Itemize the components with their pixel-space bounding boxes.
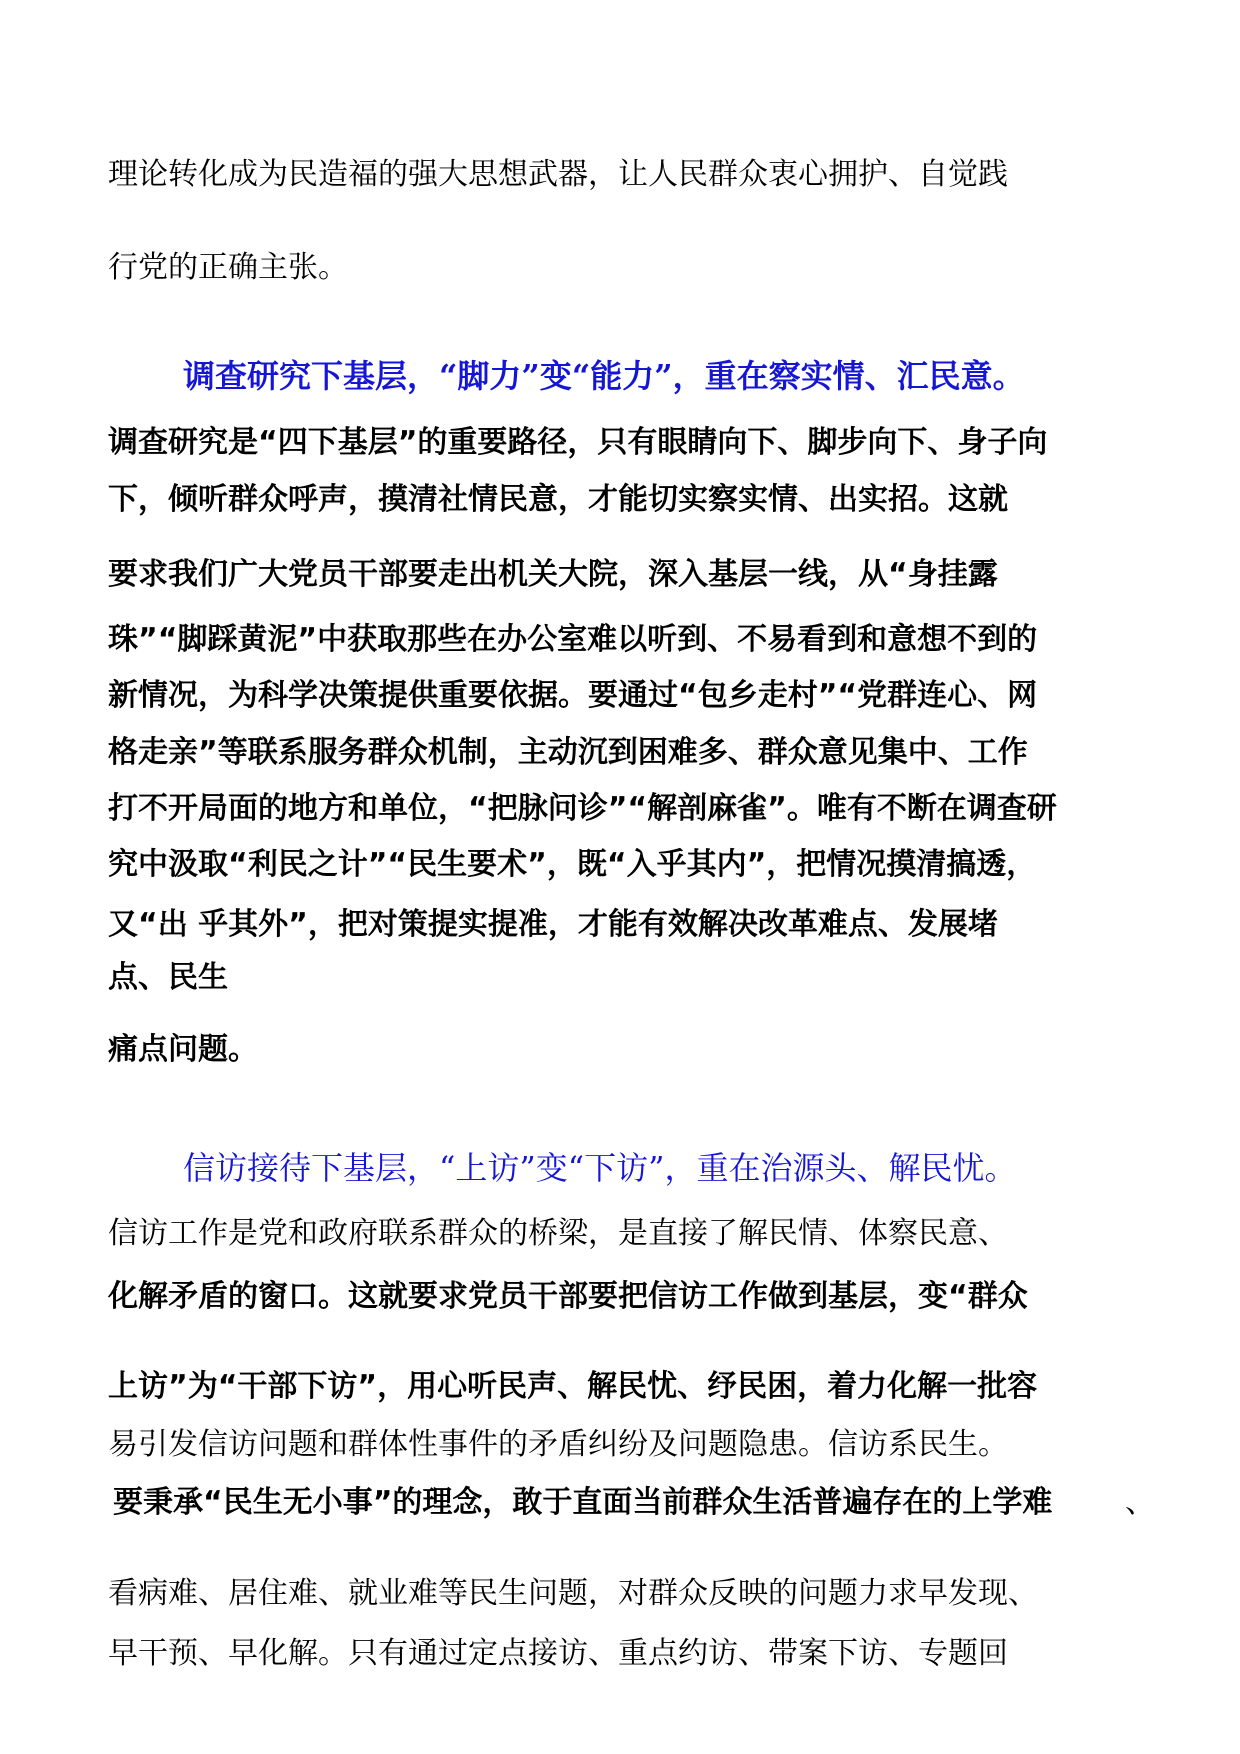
section-heading-1: 调查研究下基层，“脚力”变“能力”，重在察实情、汇民意。 <box>183 357 1025 395</box>
paragraph-line: 要秉承“民生无小事”的理念，敢于直面当前群众生活普遍存在的上学难 <box>113 1485 1053 1520</box>
paragraph-line: 上访”为“干部下访”，用心听民声、解民忧、纾民困，着力化解一批容 <box>108 1369 1038 1404</box>
paragraph-line: 行党的正确主张。 <box>108 250 348 285</box>
paragraph-line: 又“出 乎其外”，把对策提实提准，才能有效解决改革难点、发展堵 <box>108 907 998 942</box>
paragraph-line: 信访工作是党和政府联系群众的桥梁，是直接了解民情、体察民意、 <box>108 1216 1008 1251</box>
paragraph-line: 看病难、居住难、就业难等民生问题，对群众反映的问题力求早发现、 <box>108 1576 1038 1611</box>
paragraph-line: 化解矛盾的窗口。这就要求党员干部要把信访工作做到基层，变“群众 <box>108 1279 1028 1314</box>
paragraph-line: 究中汲取“利民之计”“民生要术”，既“入乎其内”，把情况摸清搞透， <box>108 847 1037 882</box>
paragraph-line: 新情况，为科学决策提供重要依据。要通过“包乡走村”“党群连心、网 <box>108 678 1038 713</box>
paragraph-line: 下，倾听群众呼声，摸清社情民意，才能切实察实情、出实招。这就 <box>108 482 1008 517</box>
paragraph-line: 打不开局面的地方和单位，“把脉问诊”“解剖麻雀”。唯有不断在调查研 <box>108 791 1057 826</box>
paragraph-line: 珠”“脚踩黄泥”中获取那些在办公室难以听到、不易看到和意想不到的 <box>108 622 1038 657</box>
paragraph-line-tail: 、 <box>1125 1485 1155 1520</box>
section-heading-2: 信访接待下基层，“上访”变“下访”，重在治源头、解民忧。 <box>183 1149 1017 1187</box>
paragraph-line: 点、民生 <box>108 960 228 995</box>
paragraph-line: 要求我们广大党员干部要走出机关大院，深入基层一线，从“身挂露 <box>108 557 998 592</box>
paragraph-line: 痛点问题。 <box>108 1032 258 1067</box>
paragraph-line: 调查研究是“四下基层”的重要路径，只有眼睛向下、脚步向下、身子向 <box>108 425 1048 460</box>
paragraph-line: 格走亲”等联系服务群众机制，主动沉到困难多、群众意见集中、工作 <box>108 735 1028 770</box>
paragraph-line: 易引发信访问题和群体性事件的矛盾纠纷及问题隐患。信访系民生。 <box>108 1427 1008 1462</box>
paragraph-line: 理论转化成为民造福的强大思想武器，让人民群众衷心拥护、自觉践 <box>108 157 1008 192</box>
paragraph-line: 早干预、早化解。只有通过定点接访、重点约访、带案下访、专题回 <box>108 1636 1008 1671</box>
